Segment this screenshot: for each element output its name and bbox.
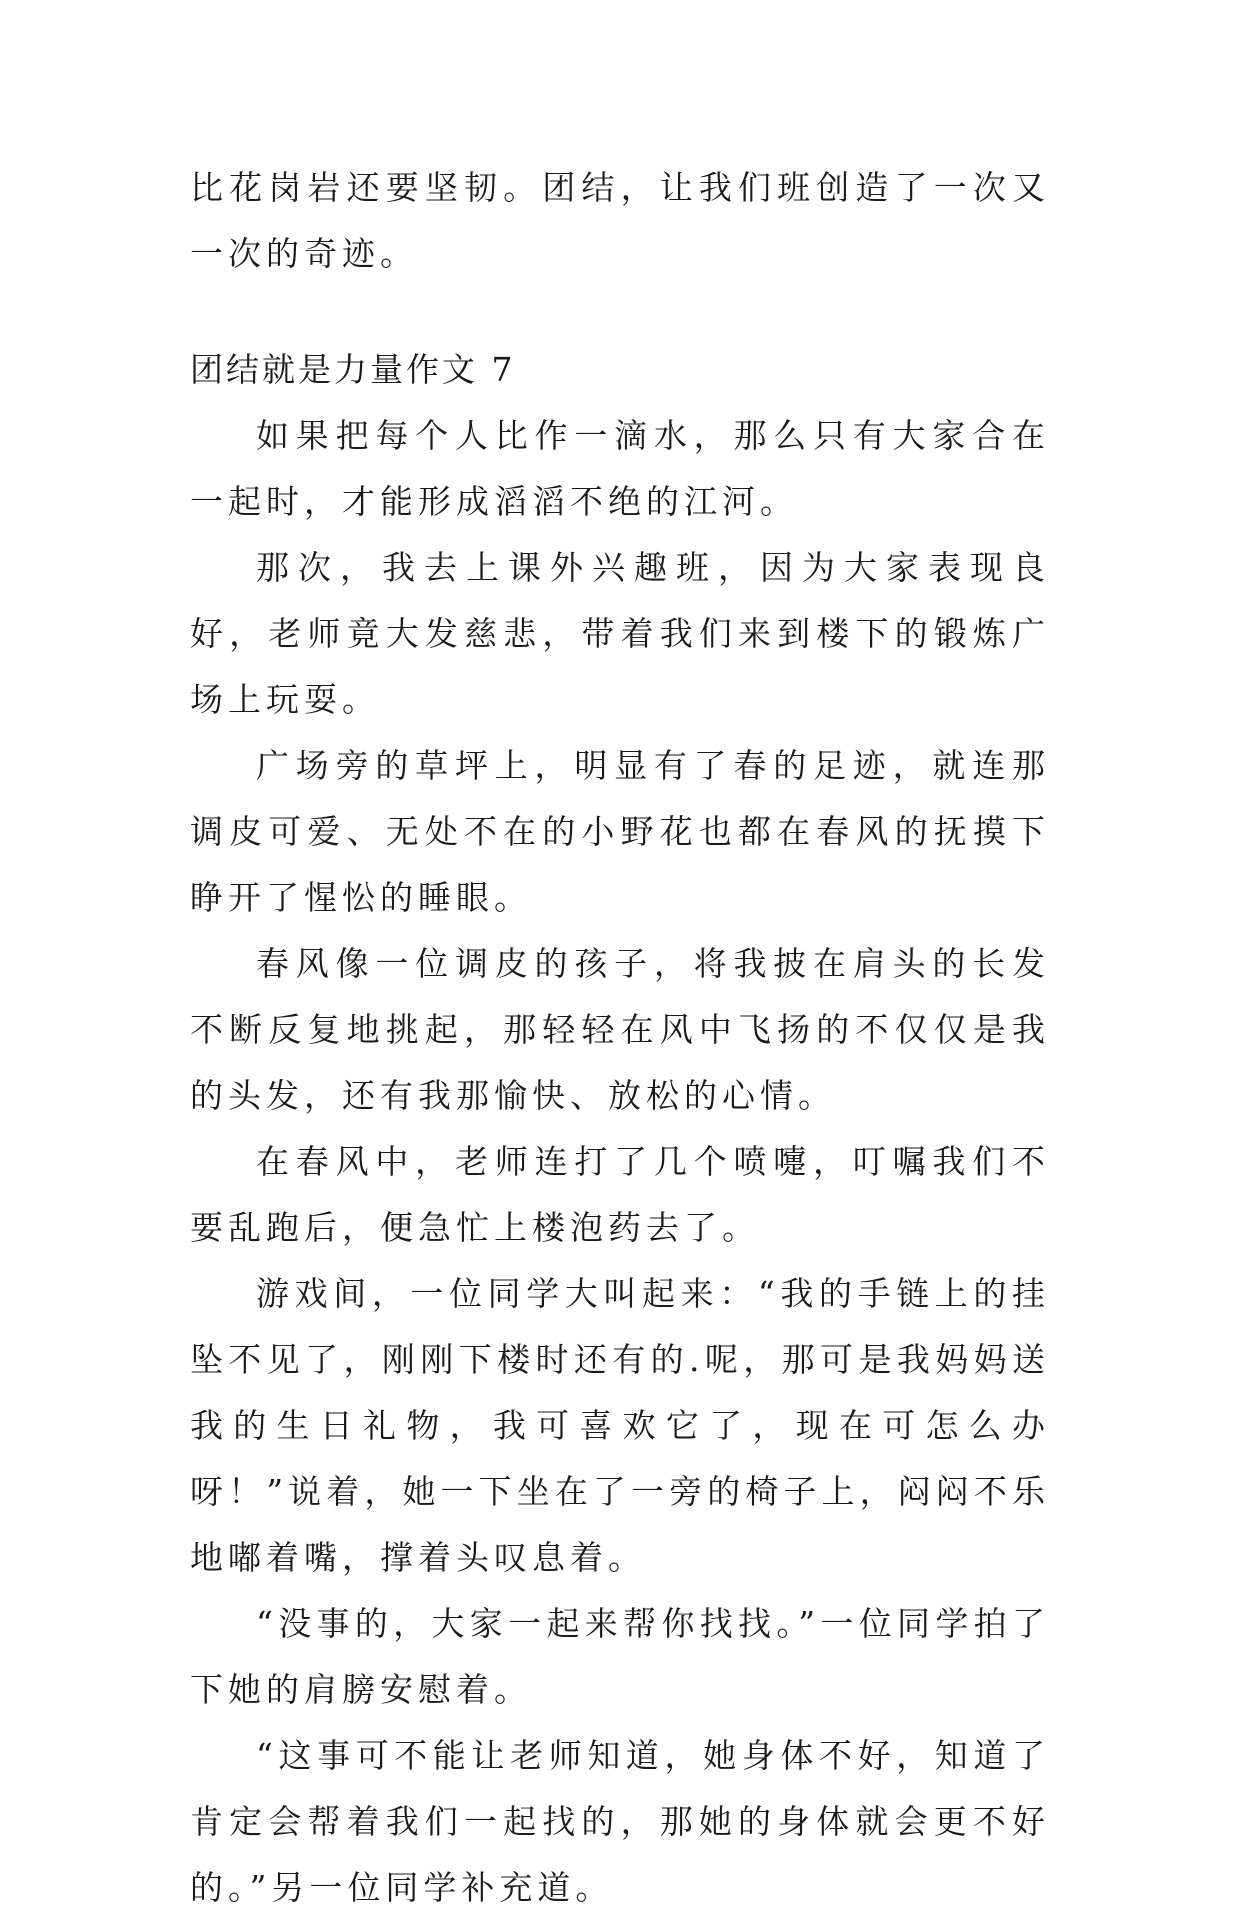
paragraph-6: 游戏间，一位同学大叫起来：“我的手链上的挂坠不见了，刚刚下楼时还有的.呢，那可是我妈妈送我的生日礼物，我可喜欢它了，现在可怎么办呀！”说着，她一下坐在了一旁的椅子上，闷闷不乐地嘟着嘴，撑着头叹息着。 xyxy=(190,1274,1050,1577)
paragraph-7: “没事的，大家一起来帮你找找。”一位同学拍了下她的肩膀安慰着。 xyxy=(190,1604,1050,1709)
paragraph-4: 春风像一位调皮的孩子，将我披在肩头的长发不断反复地挑起，那轻轻在风中飞扬的不仅仅是我的头发，还有我那愉快、放松的心情。 xyxy=(190,944,1050,1115)
section-gap xyxy=(190,287,1050,337)
paragraph-3: 广场旁的草坪上，明显有了春的足迹，就连那调皮可爱、无处不在的小野花也都在春风的抚摸下睁开了惺忪的睡眼。 xyxy=(190,746,1050,917)
continued-paragraph: 比花岗岩还要坚韧。团结，让我们班创造了一次又一次的奇迹。 xyxy=(190,168,1050,273)
paragraph-1: 如果把每个人比作一滴水，那么只有大家合在一起时，才能形成滔滔不绝的江河。 xyxy=(190,416,1050,521)
document-body xyxy=(190,155,1050,1921)
paragraph-2: 那次，我去上课外兴趣班，因为大家表现良好，老师竟大发慈悲，带着我们来到楼下的锻炼广场上玩耍。 xyxy=(190,548,1050,719)
essay-heading: 团结就是力量作文 7 xyxy=(190,350,516,389)
paragraph-8: “这事可不能让老师知道，她身体不好，知道了肯定会帮着我们一起找的，那她的身体就会更不好的。”另一位同学补充道。 xyxy=(190,1736,1050,1907)
paragraph-5: 在春风中，老师连打了几个喷嚏，叮嘱我们不要乱跑后，便急忙上楼泡药去了。 xyxy=(190,1142,1050,1247)
